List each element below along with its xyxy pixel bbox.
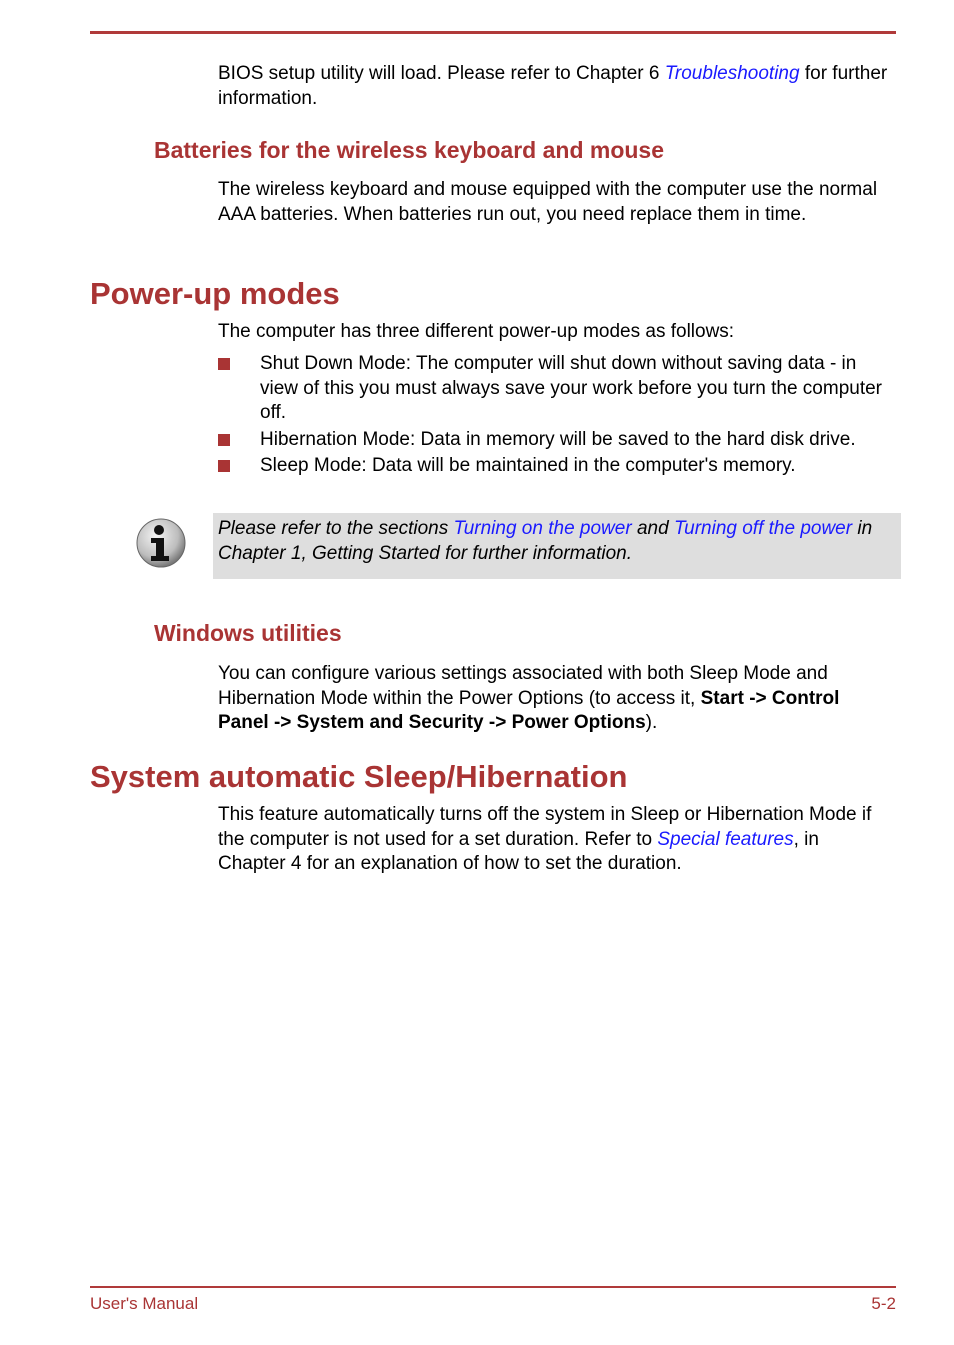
list-item <box>218 428 890 453</box>
note-box <box>213 513 901 579</box>
header-rule <box>90 31 896 34</box>
batteries-heading: Batteries for the wireless keyboard and mouse <box>154 137 665 163</box>
list-item <box>218 352 890 426</box>
powerup-list <box>218 352 890 481</box>
list-item-text: Shut Down Mode: The computer will shut down without saving data - in view of this you must always save your work before you turn the computer off. <box>260 353 882 423</box>
info-icon <box>135 517 187 569</box>
as-text-2: , in Chapter 4 for an explanation of how to set the duration. <box>218 828 819 874</box>
bullet-square-icon <box>218 358 230 370</box>
batteries-paragraph: The wireless keyboard and mouse equipped with the computer use the normal AAA batteries. When batteries run out, you need replace them in time. <box>218 179 878 225</box>
auto-sleep-paragraph <box>218 803 890 877</box>
note-text-1: Please refer to the sections <box>218 518 454 539</box>
list-item-text: Sleep Mode: Data will be maintained in the computer's memory. <box>260 455 796 476</box>
troubleshooting-link[interactable]: Troubleshooting <box>664 63 800 84</box>
note-text-3: in Chapter 1, Getting Started for further information. <box>218 518 873 564</box>
windows-utilities-heading: Windows utilities <box>154 620 342 646</box>
wu-text-2: ). <box>645 712 658 733</box>
turning-off-power-link[interactable]: Turning off the power <box>673 518 853 539</box>
footer-page-number: 5-2 <box>871 1294 896 1313</box>
powerup-intro: The computer has three different power-up modes as follows: <box>218 321 735 342</box>
note-text-2: and <box>631 518 674 539</box>
wu-text-1: You can configure various settings associated with both Sleep Mode and Hibernation Mode within the Power Options (to access it, <box>218 663 828 709</box>
powerup-heading: Power-up modes <box>90 276 340 311</box>
intro-text: BIOS setup utility will load. Please refer to Chapter 6 <box>218 63 665 84</box>
special-features-link[interactable]: Special features <box>657 828 794 850</box>
bullet-square-icon <box>218 460 230 472</box>
as-text-1: This feature automatically turns off the system in Sleep or Hibernation Mode if the computer is not used for a set duration. Refer to <box>218 804 872 850</box>
auto-sleep-heading: System automatic Sleep/Hibernation <box>90 759 628 794</box>
intro-paragraph <box>218 62 890 111</box>
footer-manual-title: User's Manual <box>90 1294 199 1313</box>
footer-rule <box>90 1286 896 1288</box>
windows-utilities-paragraph <box>218 662 890 736</box>
power-options-path: Start -> Control Panel -> System and Security -> Power Options <box>218 687 840 733</box>
bullet-square-icon <box>218 434 230 446</box>
turning-on-power-link[interactable]: Turning on the power <box>453 518 632 539</box>
list-item <box>218 454 890 479</box>
note-text <box>218 517 878 566</box>
list-item-text: Hibernation Mode: Data in memory will be saved to the hard disk drive. <box>260 428 856 450</box>
intro-text-after: for further information. <box>218 63 888 109</box>
